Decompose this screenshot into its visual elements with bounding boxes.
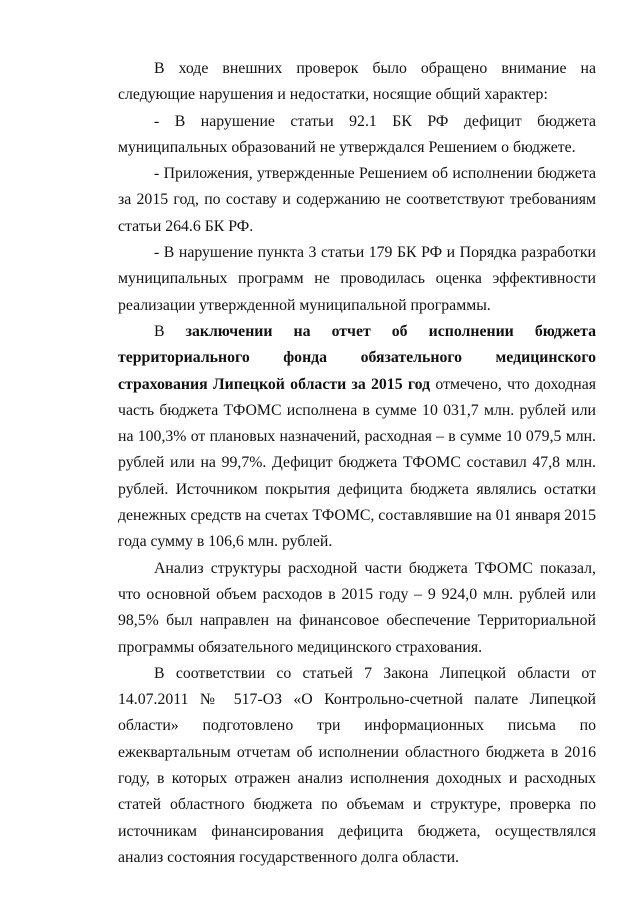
paragraph-tfoms-suffix: отмечено, что доходная часть бюджета ТФОМС исполнена в сумме 10 031,7 млн. рублей или на 100,3% от плановых назначений, расходная – в сумме 10 079,5 млн. рублей или на 99,7%. Дефицит бюджета ТФОМС составил 47,8 млн. рублей. Источником покрытия дефицита бюджета являлись остатки денежных средств на счетах ТФОМС, составлявшие на 01 января 2015 года сумму в 106,6 млн. рублей. (118, 375, 597, 551)
paragraph-program-evaluation: - В нарушение пункта 3 статьи 179 БК РФ и Порядка разработки муниципальных программ не проводилась оценка эффективности реализации утвержденной муниципальной программы. (118, 244, 596, 314)
document-body (118, 56, 596, 871)
paragraph-deficit-violation: - В нарушение статьи 92.1 БК РФ дефицит бюджета муниципальных образований не утверждался Решением о бюджете. (118, 112, 596, 156)
paragraph-tfoms-conclusion (118, 319, 596, 556)
paragraph-intro: В ходе внешних проверок было обращено внимание на следующие нарушения и недостатки, носящие общий характер: (118, 60, 596, 104)
paragraph-appendices: - Приложения, утвержденные Решением об исполнении бюджета за 2015 год, по составу и содержанию не соответствуют требованиям статьи 264.6 БК РФ. (118, 165, 596, 235)
paragraph-information-letters: В соответствии со статьей 7 Закона Липецкой области от 14.07.2011 № 517-ОЗ «О Контрольно-счетной палате Липецкой области» подготовлено три информационных письма по ежеквартальным отчетам об исполнении областного бюджета в 2016 году, в которых отражен анализ исполнения доходных и расходных статей областного бюджета по объемам и структуре, проверка по источникам финансирования дефицита бюджета, осуществлялся анализ состояния государственного долга области. (118, 664, 596, 866)
paragraph-tfoms-bold: заключении на отчет об исполнении бюджета территориального фонда обязательного медицинского страхования Липецкой области за 2015 год (118, 322, 596, 393)
paragraph-tfoms-prefix: В (154, 322, 186, 340)
paragraph-expense-analysis: Анализ структуры расходной части бюджета ТФОМС показал, что основной объем расходов в 2015 году – 9 924,0 млн. рублей или 98,5% был направлен на финансовое обеспечение Территориальной программы обязательного медицинского страхования. (118, 559, 596, 656)
